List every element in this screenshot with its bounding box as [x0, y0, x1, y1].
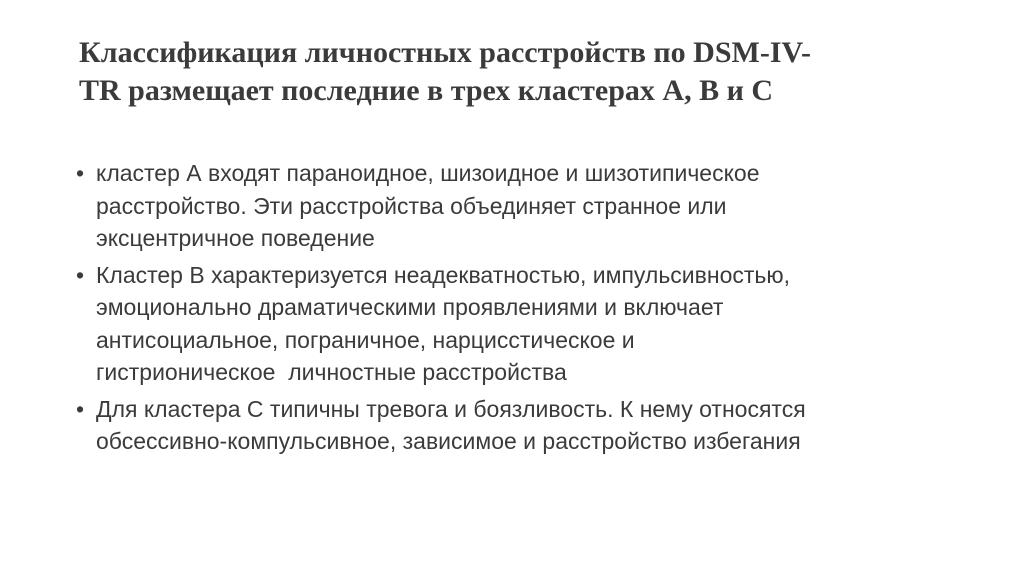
bullet-marker: • [76, 261, 85, 288]
bullet-list [76, 157, 976, 462]
bullet-item-cluster-a [76, 157, 976, 255]
bullet-line: кластер А входят параноидное, шизоидное и шизотипическое [96, 160, 760, 186]
bullet-line: Кластер В характеризуется неадекватностью, импульсивностью, [96, 261, 791, 288]
bullet-line: эмоционально драматическими проявлениями и включает [96, 294, 724, 320]
bullet-text [96, 393, 976, 458]
bullet-marker: • [76, 160, 85, 186]
bullet-text [96, 157, 976, 255]
bullet-line: обсессивно-компульсивное, зависимое и расстройство избегания [96, 428, 801, 454]
bullet-line: антисоциальное, пограничное, нарциcстическое и [96, 326, 635, 353]
bullet-item-cluster-c [76, 393, 976, 458]
slide-title-line-2: TR размещает последние в трех кластерах A, B и C [79, 74, 774, 107]
slide-title [79, 34, 959, 110]
bullet-marker: • [76, 395, 85, 422]
bullet-line: гистрионическое личностные расстройства [96, 359, 567, 385]
bullet-text [96, 259, 976, 389]
slide-title-line-1: Классификация личностных расстройств по DSM-IV- [79, 36, 811, 69]
bullet-line: эксцентричное поведение [96, 225, 375, 251]
bullet-line: расстройство. Эти расстройства объединяет странное или [96, 192, 727, 219]
bullet-line: Для кластера С типичны тревога и боязливость. К нему относятся [96, 395, 806, 422]
bullet-item-cluster-b [76, 259, 976, 389]
